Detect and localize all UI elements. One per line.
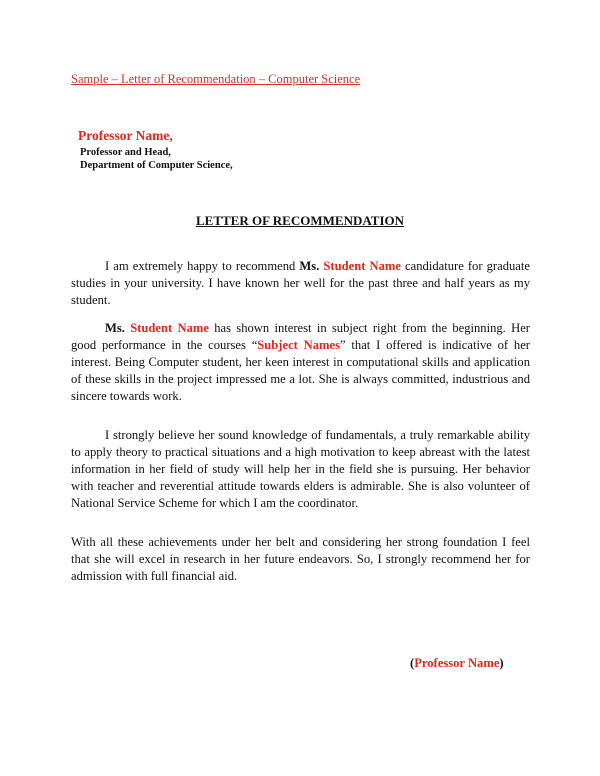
paragraph-interest <box>71 320 530 405</box>
subject-names: Subject Names <box>257 338 341 352</box>
professor-department: Department of Computer Science, <box>80 160 233 171</box>
student-title: Ms. <box>299 259 324 273</box>
student-name: Student Name <box>323 259 401 273</box>
paragraph-knowledge: I strongly believe her sound knowledge of fundamentals, a truly remarkable ability to apply theory to practical situations and a high motivation to keep abreast with the latest information in her field of study will help her in the field she is pursuing. Her behavior with teacher and reverential attitude towards elders is admirable. She is also volunteer of National Service Scheme for which I am the coordinator. <box>71 428 530 510</box>
signature-close-paren: ) <box>499 656 504 670</box>
paragraph-interest-part1: has shown interest in subject right from the beginning. Her good performance in the courses “ <box>71 321 530 352</box>
student-name: Student Name <box>130 321 209 335</box>
signature-name: Professor Name <box>414 656 500 670</box>
letter-heading: LETTER OF RECOMMENDATION <box>195 213 404 228</box>
signature-open-paren: ( <box>410 656 415 670</box>
paragraph-intro-lead: I am extremely happy to recommend <box>105 259 300 273</box>
professor-title: Professor and Head, <box>80 147 171 158</box>
professor-name: Professor Name, <box>78 128 173 143</box>
student-title: Ms. <box>105 321 131 335</box>
paragraph-conclusion: With all these achievements under her belt and considering her strong foundation I feel that she will excel in research in her future endeavors. So, I strongly recommend her for admission with full financial aid. <box>71 535 530 583</box>
signature <box>410 656 504 671</box>
paragraph-intro-rest: candidature for graduate studies in your university. I have known her well for the past three and half years as my student. <box>71 259 530 307</box>
paragraph-intro <box>71 258 530 309</box>
paragraph-interest-part2: ” that I offered is indicative of her interest. Being Computer student, her keen interest in computational skills and application of these skills in the project impressed me a lot. She is always committed, industrious and sincere towards work. <box>71 338 530 403</box>
sample-title: Sample – Letter of Recommendation – Computer Science <box>71 72 361 86</box>
